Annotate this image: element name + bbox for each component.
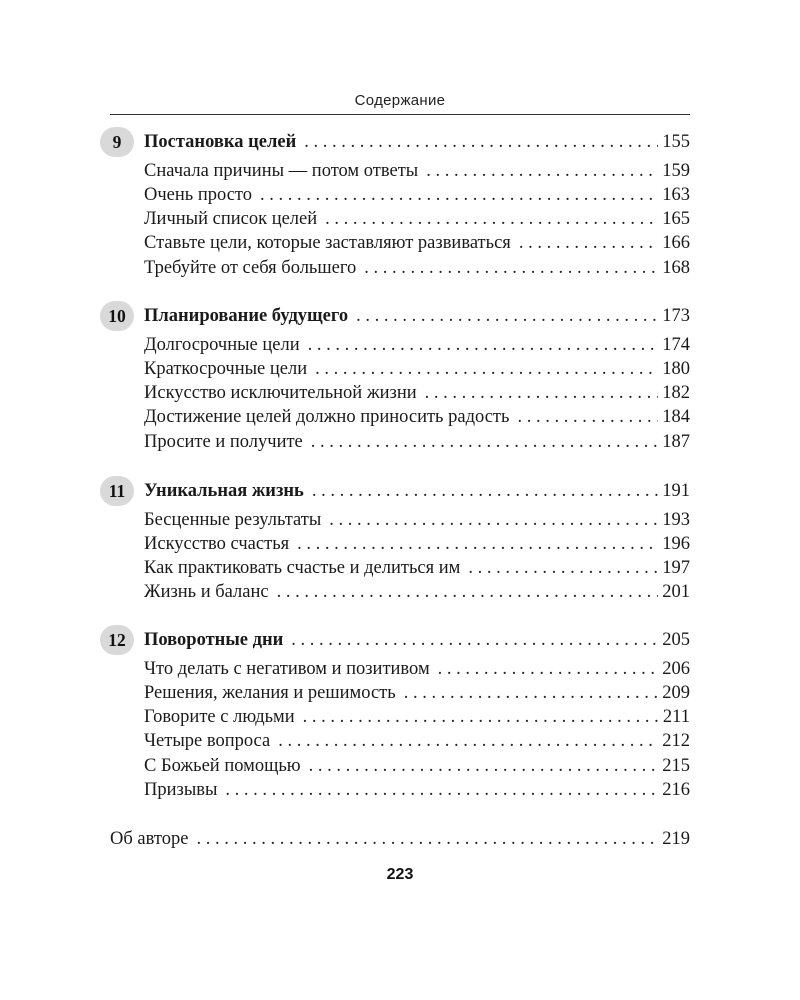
toc-section-entry[interactable] <box>144 231 690 255</box>
section-title: Говорите с людьми <box>144 707 295 727</box>
leader-dots <box>297 532 658 556</box>
section-title: Бесценные результаты <box>144 510 322 530</box>
page-number: 219 <box>662 829 690 849</box>
toc-section-entry[interactable] <box>144 430 690 454</box>
toc-section-entry[interactable] <box>144 357 690 381</box>
section-title: Требуйте от себя большего <box>144 258 357 278</box>
page-number: 211 <box>662 707 690 727</box>
leader-dots <box>303 705 659 729</box>
leader-dots <box>356 304 658 328</box>
leader-dots <box>312 479 658 503</box>
leader-dots <box>304 130 658 154</box>
leader-dots <box>404 681 659 705</box>
leader-dots <box>309 754 659 778</box>
page-number: 182 <box>662 383 690 403</box>
about-author-title: Об авторе <box>110 829 189 849</box>
toc-section-entry[interactable] <box>144 729 690 753</box>
chapter-number-badge: 9 <box>100 127 134 157</box>
section-title: Краткосрочные цели <box>144 359 308 379</box>
leader-dots <box>325 207 658 231</box>
section-title: Сначала причины — потом ответы <box>144 161 419 181</box>
page-number: 163 <box>662 185 690 205</box>
section-title: Решения, желания и решимость <box>144 683 396 703</box>
page-number: 216 <box>662 780 690 800</box>
page-number: 201 <box>662 582 690 602</box>
toc-section-entry[interactable] <box>144 159 690 183</box>
section-title: Просите и получите <box>144 432 303 452</box>
leader-dots <box>329 508 658 532</box>
leader-dots <box>517 405 658 429</box>
toc-section-entry[interactable] <box>144 508 690 532</box>
leader-dots <box>311 430 658 454</box>
page-number: 197 <box>662 558 690 578</box>
section-title: Призывы <box>144 780 218 800</box>
leader-dots <box>438 657 659 681</box>
toc-section-entry[interactable] <box>144 183 690 207</box>
toc-section-entry[interactable] <box>144 333 690 357</box>
page-number: 205 <box>662 630 690 650</box>
toc-section-entry[interactable] <box>144 657 690 681</box>
section-title: Искусство исключительной жизни <box>144 383 417 403</box>
leader-dots <box>315 357 658 381</box>
section-title: Достижение целей должно приносить радость <box>144 407 510 427</box>
toc-section-entry[interactable] <box>144 207 690 231</box>
page-number: 215 <box>662 756 690 776</box>
page-number: 168 <box>662 258 690 278</box>
page-number: 191 <box>662 481 690 501</box>
page-number: 212 <box>662 731 690 751</box>
leader-dots <box>364 256 658 280</box>
leader-dots <box>225 778 658 802</box>
chapter-number-badge: 12 <box>100 625 134 655</box>
page-number: 196 <box>662 534 690 554</box>
section-title: Долгосрочные цели <box>144 335 300 355</box>
section-title: Четыре вопроса <box>144 731 271 751</box>
chapter-number-badge: 10 <box>100 301 134 331</box>
toc-section-entry[interactable] <box>144 556 690 580</box>
leader-dots <box>426 159 658 183</box>
leader-dots <box>468 556 658 580</box>
section-title: Личный список целей <box>144 209 318 229</box>
page-number: 180 <box>662 359 690 379</box>
page-number: 209 <box>662 683 690 703</box>
leader-dots <box>519 231 658 255</box>
toc-section-entry[interactable] <box>144 580 690 604</box>
section-title: Жизнь и баланс <box>144 582 269 602</box>
page-number: 206 <box>662 659 690 679</box>
page-number: 173 <box>662 306 690 326</box>
toc-section-entry[interactable] <box>144 705 690 729</box>
leader-dots <box>196 827 658 851</box>
page-number: 166 <box>662 233 690 253</box>
toc-section-entry[interactable] <box>144 778 690 802</box>
toc-section-entry[interactable] <box>144 381 690 405</box>
toc-section-entry[interactable] <box>144 256 690 280</box>
section-title: Что делать с негативом и позитивом <box>144 659 430 679</box>
chapter-number-badge: 11 <box>100 476 134 506</box>
toc-about-author-entry[interactable] <box>110 827 690 851</box>
leader-dots <box>260 183 658 207</box>
toc-section-entry[interactable] <box>144 754 690 778</box>
page-number: 159 <box>662 161 690 181</box>
page-number: 187 <box>662 432 690 452</box>
toc-chapter-entry[interactable] <box>144 628 690 652</box>
section-title: Как практиковать счастье и делиться им <box>144 558 461 578</box>
toc-chapter-entry[interactable] <box>144 130 690 154</box>
section-title: Ставьте цели, которые заставляют развиваться <box>144 233 511 253</box>
leader-dots <box>277 580 659 604</box>
folio-page-number: 223 <box>386 866 414 883</box>
page-number: 155 <box>662 132 690 152</box>
section-title: С Божьей помощью <box>144 756 301 776</box>
toc-section-entry[interactable] <box>144 681 690 705</box>
chapter-title: Поворотные дни <box>144 630 284 650</box>
running-head-title: Содержание <box>354 92 446 109</box>
chapter-title: Уникальная жизнь <box>144 481 304 501</box>
page-number: 184 <box>662 407 690 427</box>
toc-chapter-entry[interactable] <box>144 304 690 328</box>
chapter-title: Планирование будущего <box>144 306 349 326</box>
section-title: Искусство счастья <box>144 534 290 554</box>
leader-dots <box>308 333 659 357</box>
toc-section-entry[interactable] <box>144 532 690 556</box>
leader-dots <box>291 628 658 652</box>
leader-dots <box>425 381 659 405</box>
page-number: 165 <box>662 209 690 229</box>
page-number: 174 <box>662 335 690 355</box>
page-number: 193 <box>662 510 690 530</box>
section-title: Очень просто <box>144 185 253 205</box>
toc-section-entry[interactable] <box>144 405 690 429</box>
toc-chapter-entry[interactable] <box>144 479 690 503</box>
leader-dots <box>278 729 658 753</box>
chapter-title: Постановка целей <box>144 132 297 152</box>
